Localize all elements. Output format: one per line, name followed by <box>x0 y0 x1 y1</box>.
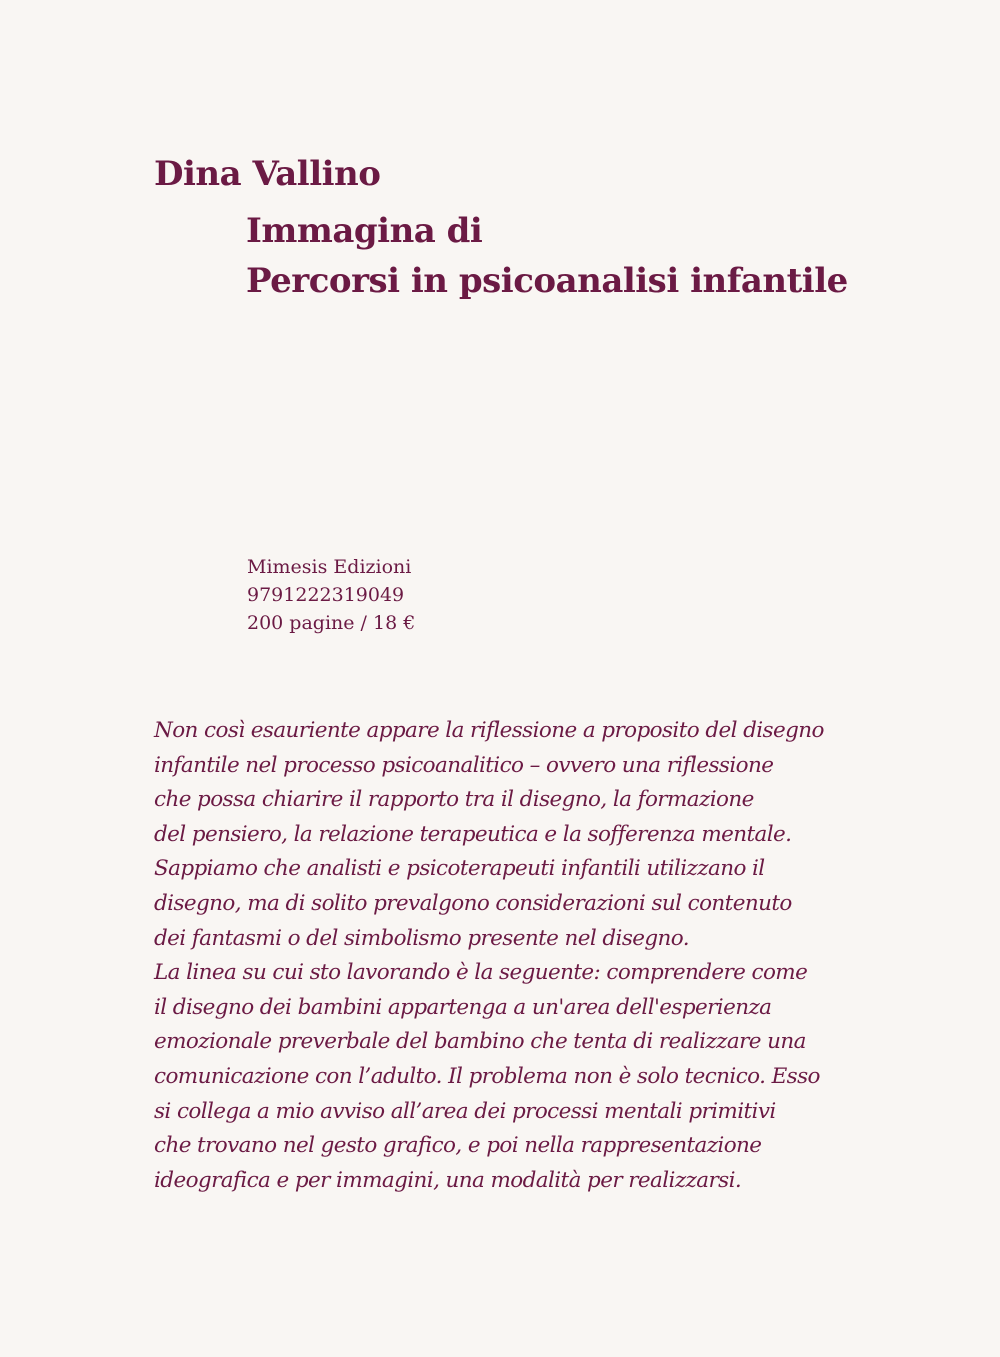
excerpt-line: che possa chiarire il rapporto tra il disegno, la formazione <box>154 787 754 813</box>
author-name: Dina Vallino <box>154 154 381 194</box>
excerpt-line: che trovano nel gesto grafico, e poi nella rappresentazione <box>154 1133 762 1159</box>
isbn: 9791222319049 <box>247 584 405 606</box>
excerpt-line: emozionale preverbale del bambino che tenta di realizzare una <box>154 1029 806 1055</box>
excerpt-line: ideografica e per immagini, una modalità per realizzarsi. <box>154 1167 742 1193</box>
pages-price: 200 pagine / 18 € <box>247 612 416 634</box>
book-title <box>246 206 848 306</box>
excerpt-line: comunicazione con l’adulto. Il problema non è solo tecnico. Esso <box>154 1063 820 1089</box>
excerpt-line: disegno, ma di solito prevalgono considerazioni sul contenuto <box>154 890 792 916</box>
excerpt-line: il disegno dei bambini appartenga a un'area dell'esperienza <box>154 994 772 1020</box>
book-excerpt <box>154 714 874 1198</box>
book-metadata <box>247 553 415 637</box>
excerpt-line: infantile nel processo psicoanalitico – ovvero una riflessione <box>154 752 774 778</box>
book-title-line-2: Percorsi in psicoanalisi infantile <box>246 261 848 301</box>
excerpt-line: Non così esauriente appare la riflessione a proposito del disegno <box>154 718 824 743</box>
excerpt-line: La linea su cui sto lavorando è la seguente: comprendere come <box>154 960 808 986</box>
book-title-line-1: Immagina di <box>246 211 483 251</box>
excerpt-line: dei fantasmi o del simbolismo presente nel disegno. <box>154 925 689 951</box>
excerpt-line: Sappiamo che analisti e psicoterapeuti infantili utilizzano il <box>154 856 765 882</box>
excerpt-line: si collega a mio avviso all’area dei processi mentali primitivi <box>154 1098 776 1124</box>
excerpt-line: del pensiero, la relazione terapeutica e la sofferenza mentale. <box>154 821 792 847</box>
publisher: Mimesis Edizioni <box>247 556 412 578</box>
